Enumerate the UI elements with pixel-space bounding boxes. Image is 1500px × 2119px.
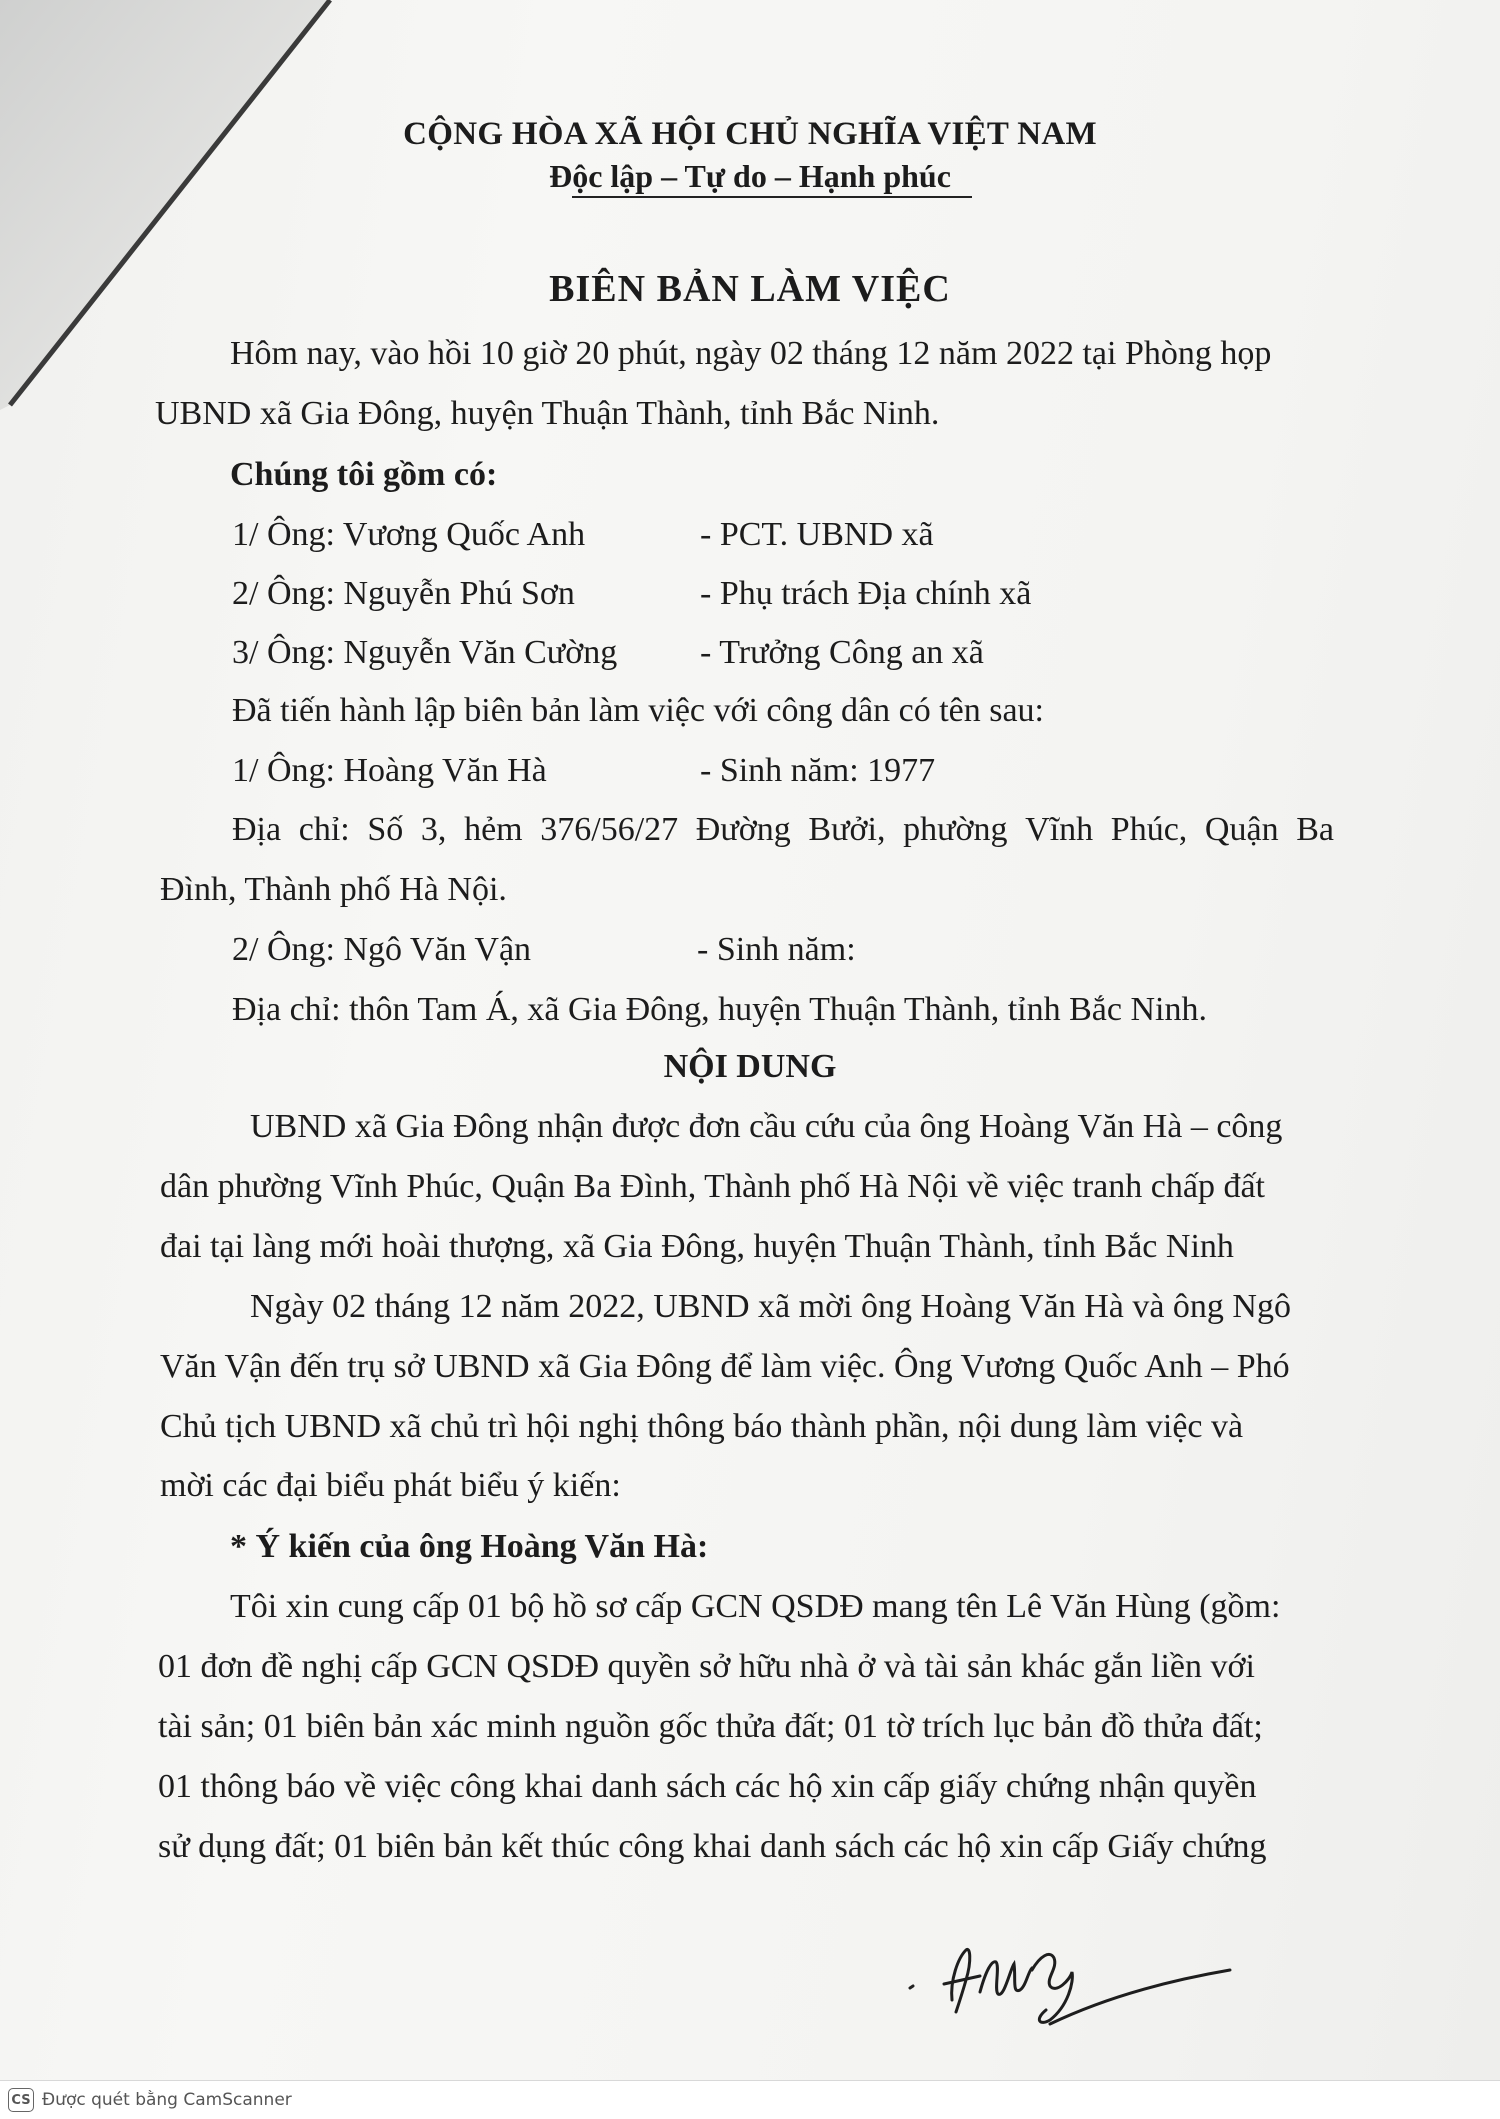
paragraph-line: đai tại làng mới hoài thượng, xã Gia Đông, huyện Thuận Thành, tỉnh Bắc Ninh: [160, 1228, 1234, 1265]
citizen-1-address-line-1: Địa chỉ: Số 3, hẻm 376/56/27 Đường Bưởi, phường Vĩnh Phúc, Quận Ba: [232, 811, 1334, 848]
scanner-watermark-text: Được quét bằng CamScanner: [42, 2090, 292, 2110]
paragraph-line: Văn Vận đến trụ sở UBND xã Gia Đông để làm việc. Ông Vương Quốc Anh – Phó: [160, 1348, 1290, 1385]
national-title: CỘNG HÒA XÃ HỘI CHỦ NGHĨA VIỆT NAM: [403, 116, 1097, 152]
paragraph-line: Tôi xin cung cấp 01 bộ hồ sơ cấp GCN QSDĐ mang tên Lê Văn Hùng (gồm:: [230, 1588, 1281, 1625]
paragraph-line: mời các đại biểu phát biểu ý kiến:: [160, 1467, 621, 1504]
scanner-footer: [0, 2080, 1500, 2119]
document-title: BIÊN BẢN LÀM VIỆC: [549, 268, 951, 310]
opinion-heading: * Ý kiến của ông Hoàng Văn Hà:: [230, 1528, 709, 1565]
citizen-1-name: 1/ Ông: Hoàng Văn Hà: [232, 752, 547, 789]
paragraph-line: 01 thông báo về việc công khai danh sách các hộ xin cấp giấy chứng nhận quyền: [158, 1768, 1257, 1805]
intro-line-1: Hôm nay, vào hồi 10 giờ 20 phút, ngày 02 tháng 12 năm 2022 tại Phòng họp: [230, 335, 1272, 372]
paragraph-line: dân phường Vĩnh Phúc, Quận Ba Đình, Thành phố Hà Nội về việc tranh chấp đất: [160, 1168, 1265, 1205]
member-role: - Phụ trách Địa chính xã: [700, 575, 1032, 612]
paragraph-line: Chủ tịch UBND xã chủ trì hội nghị thông báo thành phần, nội dung làm việc và: [160, 1408, 1244, 1445]
citizen-2-address: Địa chỉ: thôn Tam Á, xã Gia Đông, huyện Thuận Thành, tỉnh Bắc Ninh.: [232, 991, 1207, 1028]
national-motto: Độc lập – Tự do – Hạnh phúc: [549, 158, 951, 194]
motto-underline: [572, 196, 972, 198]
member-name: 3/ Ông: Nguyễn Văn Cường: [232, 634, 618, 671]
paragraph-line: Ngày 02 tháng 12 năm 2022, UBND xã mời ông Hoàng Văn Hà và ông Ngô: [250, 1288, 1291, 1325]
citizens-intro: Đã tiến hành lập biên bản làm việc với công dân có tên sau:: [232, 692, 1044, 729]
members-heading: Chúng tôi gồm có:: [230, 456, 498, 493]
citizen-1-birth-year: - Sinh năm: 1977: [700, 752, 936, 789]
citizen-1-address-line-2: Đình, Thành phố Hà Nội.: [160, 871, 507, 908]
handwritten-signature: [900, 1920, 1240, 2040]
member-name: 1/ Ông: Vương Quốc Anh: [232, 516, 586, 553]
member-name: 2/ Ông: Nguyễn Phú Sơn: [232, 575, 575, 612]
citizen-2-name: 2/ Ông: Ngô Văn Vận: [232, 931, 532, 968]
citizen-2-birth-year: - Sinh năm:: [697, 931, 856, 968]
paragraph-line: UBND xã Gia Đông nhận được đơn cầu cứu của ông Hoàng Văn Hà – công: [250, 1108, 1283, 1145]
content-heading: NỘI DUNG: [663, 1048, 837, 1085]
member-role: - PCT. UBND xã: [700, 516, 934, 553]
member-role: - Trưởng Công an xã: [700, 634, 984, 671]
paragraph-line: 01 đơn đề nghị cấp GCN QSDĐ quyền sở hữu nhà ở và tài sản khác gắn liền với: [158, 1648, 1255, 1685]
paragraph-line: tài sản; 01 biên bản xác minh nguồn gốc thửa đất; 01 tờ trích lục bản đồ thửa đất;: [158, 1708, 1263, 1745]
intro-line-2: UBND xã Gia Đông, huyện Thuận Thành, tỉnh Bắc Ninh.: [155, 395, 940, 432]
paragraph-line: sử dụng đất; 01 biên bản kết thúc công khai danh sách các hộ xin cấp Giấy chứng: [158, 1828, 1267, 1865]
camscanner-logo: CS: [8, 2088, 34, 2112]
